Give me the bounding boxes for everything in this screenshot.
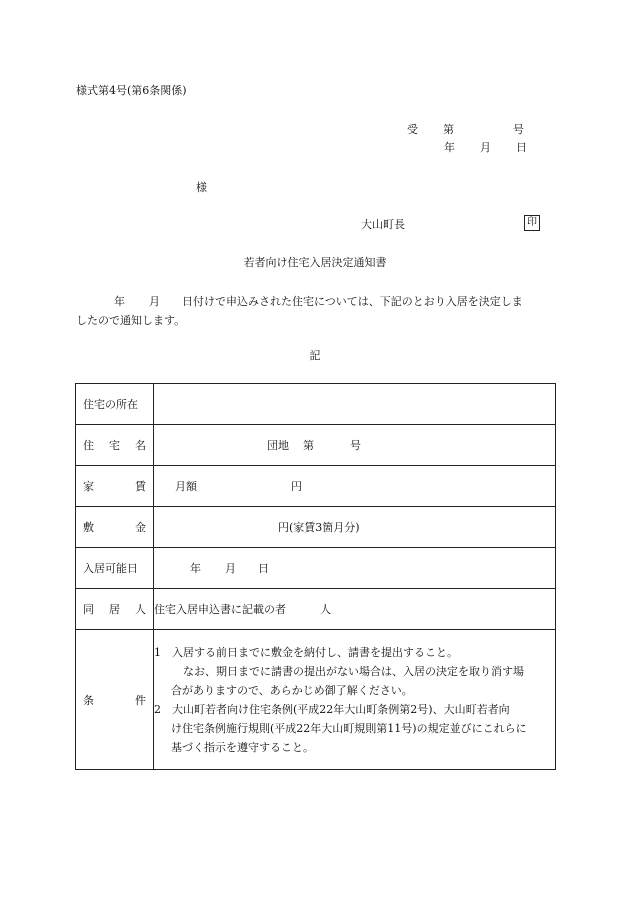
label-location-text: 住宅の所在 — [83, 398, 138, 411]
label-housing-name — [76, 425, 154, 466]
label-char: 家 — [83, 480, 94, 493]
label-move-in — [76, 548, 154, 589]
details-table — [75, 383, 556, 770]
label-housing-name-chars — [83, 437, 146, 453]
value-deposit — [154, 507, 556, 548]
recipient-line: 様 — [196, 181, 207, 194]
receipt-uke: 受 — [407, 123, 418, 136]
cohabitant-text: 住宅入居申込書に記載の者 — [154, 603, 286, 616]
date-year: 年 — [444, 141, 455, 154]
housing-danchi: 団地 — [267, 439, 289, 452]
label-char: 名 — [135, 439, 146, 452]
label-char: 宅 — [109, 439, 120, 452]
row-housing-name — [76, 425, 556, 466]
label-deposit-chars — [83, 519, 146, 535]
row-location — [76, 384, 556, 425]
label-char: 人 — [135, 603, 146, 616]
condition-line: 2 大山町若者向け住宅条例(平成22年大山町条例第2号)、大山町若者向 — [154, 702, 510, 716]
label-conditions-chars — [83, 692, 146, 708]
receipt-dai: 第 — [443, 123, 454, 136]
label-cohabitants — [76, 589, 154, 630]
condition-line: 1 入居する前日までに敷金を納付し、請書を提出すること。 — [154, 645, 458, 659]
label-location — [76, 384, 154, 425]
row-rent — [76, 466, 556, 507]
deposit-text: 円(家賃3箇月分) — [278, 521, 360, 534]
cohabitant-unit: 人 — [320, 603, 331, 616]
date-day: 日 — [516, 141, 527, 154]
issue-date-line — [444, 141, 527, 155]
body-line-1 — [76, 292, 564, 311]
value-move-in — [154, 548, 556, 589]
date-month: 月 — [480, 141, 491, 154]
value-rent — [154, 466, 556, 507]
form-number: 様式第4号(第6条関係) — [76, 84, 187, 97]
label-char: 敷 — [83, 521, 94, 534]
move-in-month: 月 — [225, 562, 236, 575]
label-deposit — [76, 507, 154, 548]
body-year: 年 — [114, 295, 125, 308]
body-month: 月 — [149, 295, 160, 308]
label-rent — [76, 466, 154, 507]
housing-go: 号 — [350, 439, 361, 452]
ki-heading: 記 — [309, 349, 321, 362]
condition-line: 基づく指示を遵守すること。 — [171, 740, 314, 754]
label-char: 住 — [83, 439, 94, 452]
condition-line: 合がありますので、あらかじめ御了解ください。 — [171, 683, 413, 697]
rent-monthly: 月額 — [175, 480, 197, 493]
value-cohabitants — [154, 589, 556, 630]
row-cohabitants — [76, 589, 556, 630]
label-char: 金 — [135, 521, 146, 534]
value-location — [154, 384, 556, 425]
label-char: 件 — [135, 693, 146, 707]
document-title: 若者向け住宅入居決定通知書 — [243, 256, 387, 269]
label-cohabitants-chars — [83, 601, 146, 617]
label-rent-chars — [83, 478, 146, 494]
label-char: 条 — [83, 693, 94, 707]
label-char: 居 — [109, 603, 120, 616]
condition-line: け住宅条例施行規則(平成22年大山町規則第11号)の規定並びにこれらに — [171, 721, 527, 735]
move-in-year: 年 — [190, 562, 201, 575]
label-char: 同 — [83, 603, 94, 616]
row-deposit — [76, 507, 556, 548]
value-conditions — [154, 630, 556, 770]
receipt-number-line — [407, 123, 524, 137]
label-conditions — [76, 630, 154, 770]
body-line1-rest: 日付けで申込みされた住宅については、下記のとおり入居を決定しま — [182, 295, 523, 308]
notice-body — [76, 292, 564, 330]
value-housing-name — [154, 425, 556, 466]
seal-stamp: 印 — [524, 215, 540, 231]
issuer-name: 大山町長 — [361, 218, 405, 231]
receipt-go: 号 — [513, 123, 524, 136]
row-conditions — [76, 630, 556, 770]
row-move-in-date — [76, 548, 556, 589]
condition-line: なお、期日までに請書の提出がない場合は、入居の決定を取り消す場 — [183, 664, 524, 678]
label-char: 賃 — [135, 480, 146, 493]
body-line-2: したので通知します。 — [76, 314, 186, 327]
rent-yen: 円 — [291, 480, 302, 493]
label-move-in-text: 入居可能日 — [83, 562, 138, 575]
housing-dai: 第 — [303, 439, 314, 452]
move-in-day: 日 — [258, 562, 269, 575]
